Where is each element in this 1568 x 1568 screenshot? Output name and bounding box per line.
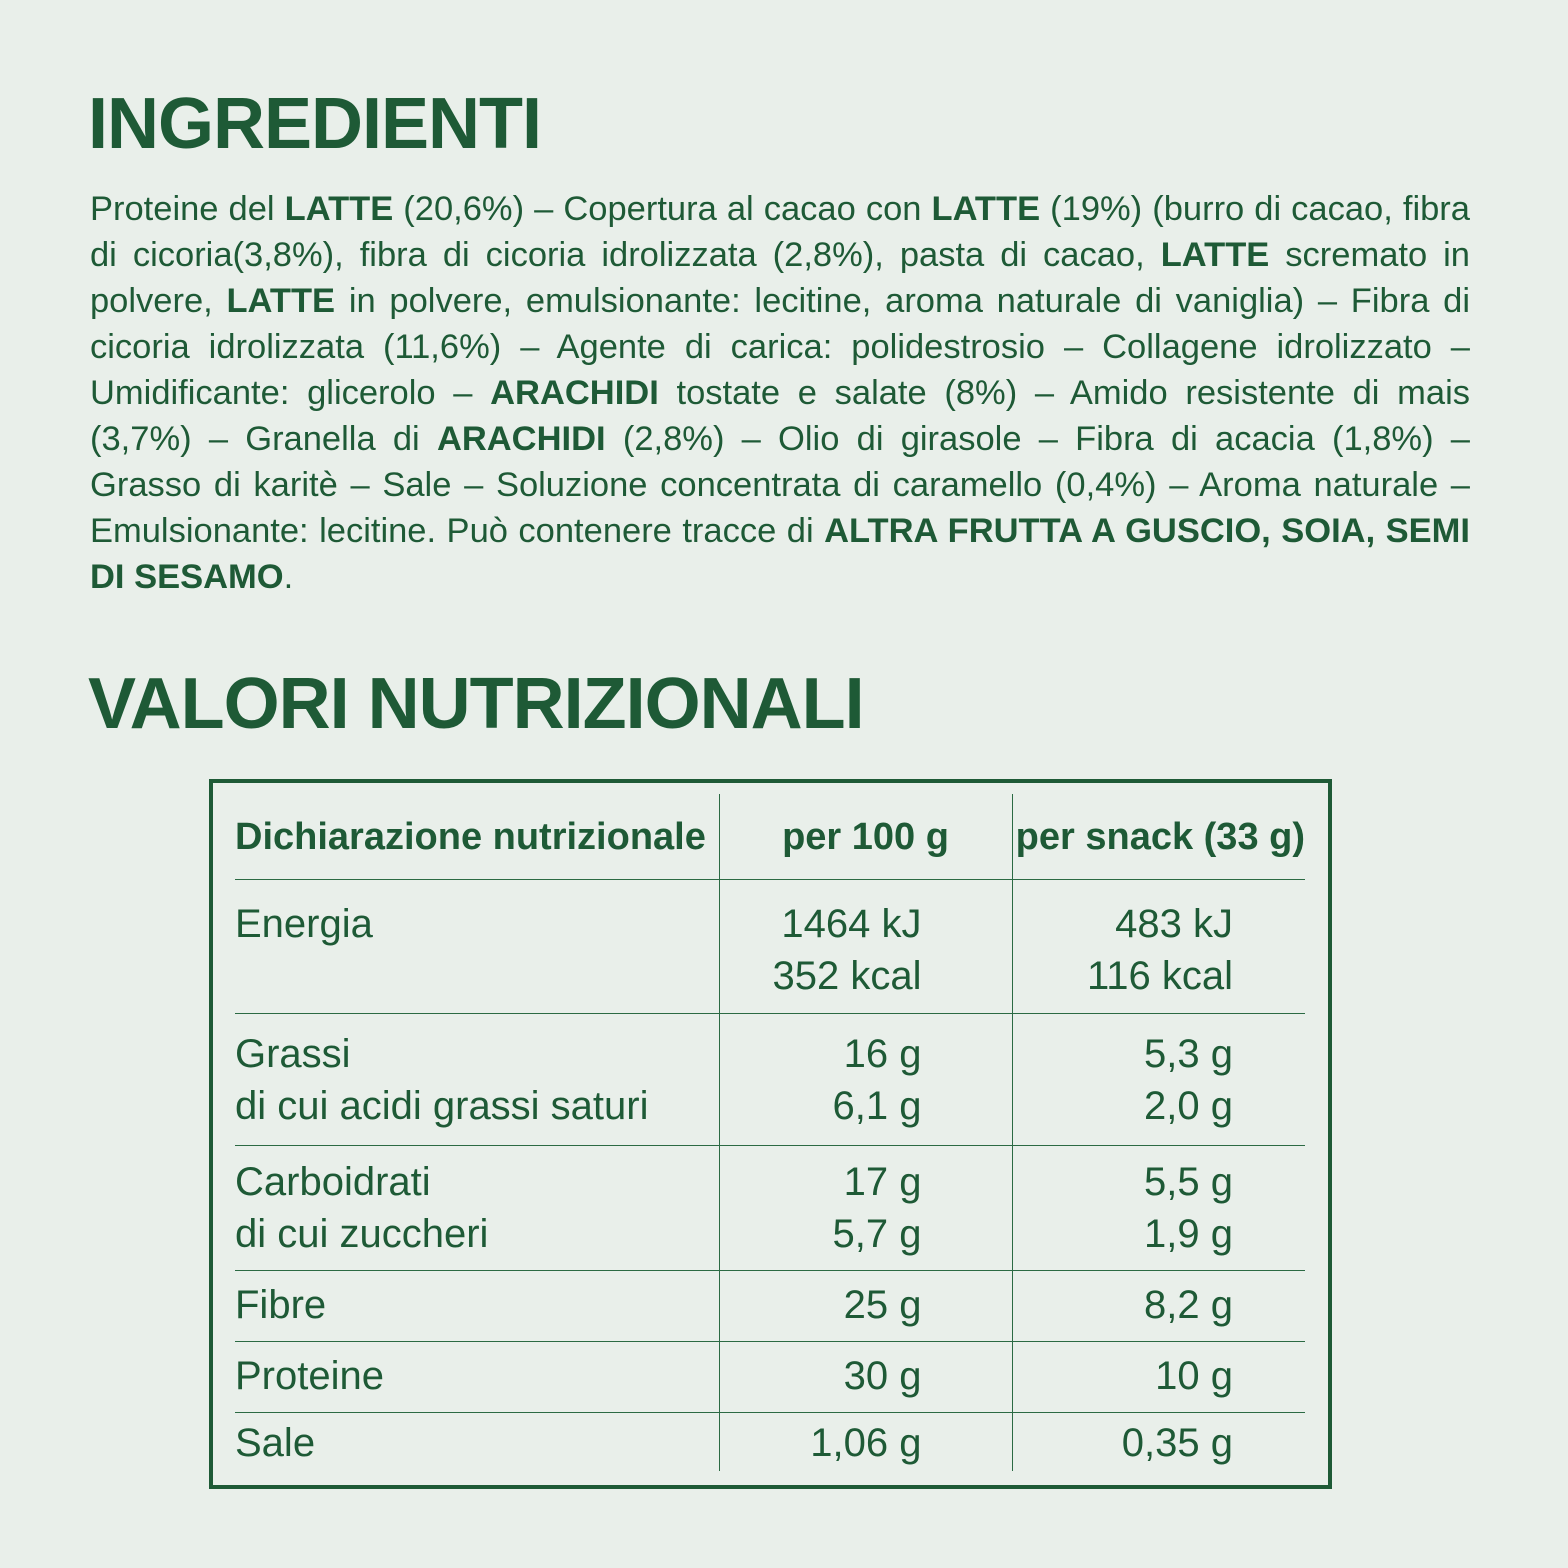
nutrient-label-cell xyxy=(235,1146,719,1271)
nutrition-row-grassi xyxy=(235,1014,1305,1146)
value-per-100g: 30 g xyxy=(843,1354,922,1398)
value-per-100g: 1,06 g xyxy=(810,1421,922,1465)
allergen-text: ARACHIDI xyxy=(436,420,606,458)
nutrient-label: Grassi xyxy=(235,1032,351,1076)
ingredient-text: . xyxy=(283,558,294,596)
value-per-100g: 6,1 g xyxy=(832,1084,922,1128)
ingredient-text: Proteine del xyxy=(90,190,285,228)
value-per-100g: 1464 kJ xyxy=(781,902,922,946)
value-per-snack: 5,5 g xyxy=(1144,1160,1233,1204)
value-per-100g-cell xyxy=(719,1271,1012,1342)
nutrition-row-proteine xyxy=(235,1342,1305,1413)
value-per-100g-cell xyxy=(719,880,1012,1014)
nutrition-row-carbo xyxy=(235,1146,1305,1271)
nutrition-table xyxy=(235,794,1305,1471)
nutrition-row-sale xyxy=(235,1413,1305,1471)
value-per-snack-cell xyxy=(1012,1014,1305,1146)
nutrient-label-cell xyxy=(235,1271,719,1342)
value-per-snack: 2,0 g xyxy=(1144,1084,1233,1128)
nutrient-label-cell xyxy=(235,1342,719,1413)
value-per-snack-cell xyxy=(1012,1271,1305,1342)
value-per-snack-cell xyxy=(1012,1146,1305,1271)
value-per-snack-cell xyxy=(1012,1413,1305,1471)
nutrient-label-cell xyxy=(235,1413,719,1471)
value-per-snack: 483 kJ xyxy=(1115,902,1233,946)
ingredients-title: INGREDIENTI xyxy=(88,84,542,164)
value-per-snack: 116 kcal xyxy=(1086,954,1233,998)
value-per-snack: 8,2 g xyxy=(1144,1283,1233,1327)
header-declaration: Dichiarazione nutrizionale xyxy=(235,794,719,880)
ingredient-text: scremato in polvere, xyxy=(90,236,1470,320)
allergen-text: LATTE xyxy=(931,190,1041,228)
nutrition-title: VALORI NUTRIZIONALI xyxy=(88,664,864,744)
header-per-100g: per 100 g xyxy=(719,794,1012,880)
value-per-snack: 10 g xyxy=(1155,1354,1233,1398)
ingredient-text: tostate e salate (8%) – Amido resistente di mais (3,7%) – Granella di xyxy=(90,374,1471,458)
value-per-100g: 5,7 g xyxy=(832,1212,922,1256)
nutrition-header-row xyxy=(235,794,1305,880)
value-per-100g: 17 g xyxy=(843,1160,922,1204)
allergen-text: LATTE xyxy=(226,282,336,320)
value-per-100g: 25 g xyxy=(843,1283,922,1327)
value-per-snack: 5,3 g xyxy=(1144,1032,1233,1076)
nutrient-label: Proteine xyxy=(235,1354,384,1398)
nutrient-label: di cui zuccheri xyxy=(235,1212,489,1256)
nutrient-label: Energia xyxy=(235,902,373,946)
nutrient-label: Sale xyxy=(235,1421,316,1465)
nutrition-row-fibre xyxy=(235,1271,1305,1342)
allergen-text: ARACHIDI xyxy=(490,374,659,412)
value-per-100g: 352 kcal xyxy=(772,954,922,998)
allergen-text: LATTE xyxy=(1160,236,1270,274)
nutrient-label: di cui acidi grassi saturi xyxy=(235,1084,649,1128)
ingredient-text: in polvere, emulsionante: lecitine, aroma naturale di vaniglia) – Fibra di cicoria idrolizzata (11,6%) – Agente di carica: polidestrosio – Collagene idrolizzato – Umidificante: glicerolo – xyxy=(90,282,1470,412)
allergen-text: LATTE xyxy=(284,190,394,228)
value-per-100g-cell xyxy=(719,1014,1012,1146)
value-per-snack: 0,35 g xyxy=(1121,1421,1233,1465)
ingredients-text xyxy=(90,186,1470,600)
value-per-100g-cell xyxy=(719,1342,1012,1413)
value-per-snack-cell xyxy=(1012,880,1305,1014)
value-per-snack-cell xyxy=(1012,1342,1305,1413)
ingredient-text: (19%) (burro di cacao, fibra di cicoria(3,8%), fibra di cicoria idrolizzata (2,8%), pasta di cacao, xyxy=(90,190,1470,274)
header-per-snack: per snack (33 g) xyxy=(1012,794,1305,880)
nutrition-row-energia xyxy=(235,880,1305,1014)
value-per-snack: 1,9 g xyxy=(1144,1212,1233,1256)
value-per-100g: 16 g xyxy=(843,1032,922,1076)
nutrient-label-cell xyxy=(235,1014,719,1146)
value-per-100g-cell xyxy=(719,1146,1012,1271)
allergen-text: ALTRA FRUTTA A GUSCIO, SOIA, SEMI DI SESAMO xyxy=(90,512,1470,596)
nutrient-label: Carboidrati xyxy=(235,1160,431,1204)
ingredient-text: (2,8%) – Olio di girasole – Fibra di acacia (1,8%) – Grasso di karitè – Sale – Soluzione concentrata di caramello (0,4%) – Aroma naturale – Emulsionante: lecitine. Può contenere tracce di xyxy=(90,420,1470,550)
value-per-100g-cell xyxy=(719,1413,1012,1471)
nutrient-label-cell xyxy=(235,880,719,1014)
nutrient-label: Fibre xyxy=(235,1283,327,1327)
ingredient-text: (20,6%) – Copertura al cacao con xyxy=(393,190,932,228)
